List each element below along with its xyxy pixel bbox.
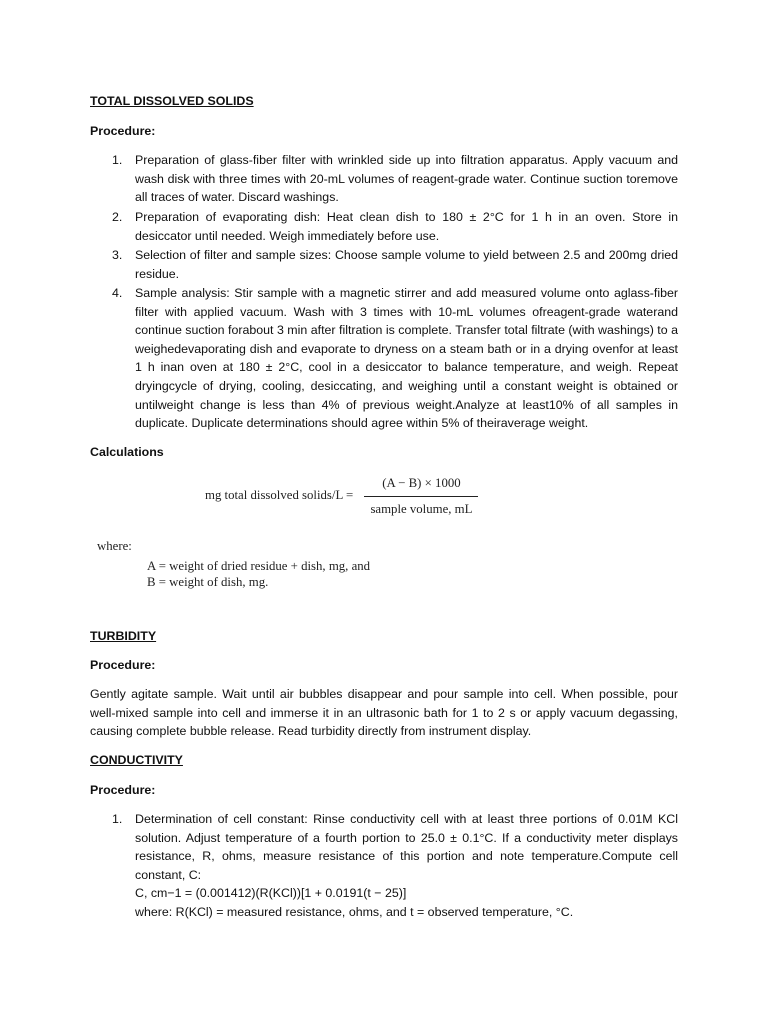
formula-fraction (364, 474, 478, 518)
formula-denominator: sample volume, mL (370, 501, 473, 516)
tds-procedure-label: Procedure: (90, 124, 156, 138)
list-item (90, 246, 678, 283)
tds-where (97, 537, 685, 590)
tds-heading: TOTAL DISSOLVED SOLIDS (90, 94, 254, 108)
conductivity-procedure-label: Procedure: (90, 783, 156, 797)
step-text: Determination of cell constant: Rinse conductivity cell with at least three portions of 0.01M KCl solution. Adjust temperature of a fourth portion to 25.0 ± 0.1°C. If a conductivity meter displays resistance, R, ohms, measure resistance of this portion and note temperature.Compute cell constant, C: (135, 812, 678, 882)
tds-step-list-2 (90, 208, 678, 245)
step-text: Preparation of evaporating dish: Heat clean dish to 180 ± 2°C for 1 h in an oven. Store in desiccator until needed. Weigh immediately before use. (135, 210, 678, 243)
step-text: Sample analysis: Stir sample with a magnetic stirrer and add measured volume onto aglass-fiber filter with applied vacuum. Wash with 3 times with 10-mL volumes ofreagent-grade waterand continue suction forabout 3 min after filtration is complete. Transfer total filtrate (with washings) to a weighedevaporating dish and evaporate to dryness on a steam bath or in a drying ovenfor at least 1 h inan oven at 180 ± 2°C, cool in a desiccator to balance temperature, and weigh. Repeat dryingcycle of drying, cooling, desiccating, and weighing until a constant weight is obtained or untilweight change is less than 4% of previous weight.Analyze at least10% of all samples in duplicate. Duplicate determinations should agree within 5% of theiraverage weight. (135, 286, 678, 431)
step-text: Selection of filter and sample sizes: Choose sample volume to yield between 2.5 and 200mg dried residue. (135, 248, 678, 281)
where-line-a: A = weight of dried residue + dish, mg, and (147, 558, 371, 573)
tds-step-list (90, 151, 678, 207)
cell-constant-formula: C, cm−1 = (0.001412)(R(KCl))[1 + 0.0191(t − 25)] (135, 886, 407, 901)
turbidity-heading: TURBIDITY (90, 629, 157, 643)
cell-constant-where: where: R(KCl) = measured resistance, ohms, and t = observed temperature, °C. (135, 904, 574, 919)
where-label: where: (97, 539, 132, 553)
conductivity-step-list (90, 810, 678, 922)
formula-lhs: mg total dissolved solids/L = (205, 488, 354, 503)
where-line-b: B = weight of dish, mg. (147, 574, 269, 589)
tds-step-list-3 (90, 246, 678, 283)
conductivity-heading: CONDUCTIVITY (90, 753, 183, 767)
list-number: 3. (112, 248, 123, 262)
list-number: 2. (112, 210, 123, 224)
list-number: 1. (112, 153, 123, 167)
list-number: 1. (112, 812, 123, 826)
list-number: 4. (112, 286, 123, 300)
turbidity-text: Gently agitate sample. Wait until air bubbles disappear and pour sample into cell. When possible, pour well-mixed sample into cell and immerse it in an ultrasonic bath for 1 to 2 s or apply vacuum degassing, causing complete bubble release. Read turbidity directly from instrument display. (90, 687, 678, 739)
calculations-label: Calculations (90, 445, 164, 459)
list-item (90, 284, 678, 433)
list-item (90, 208, 678, 245)
step-text: Preparation of glass-fiber filter with wrinkled side up into filtration apparatus. Apply vacuum and wash disk with three times with 20-mL volumes of reagent-grade water. Continue suction toremove all traces of water. Discard washings. (135, 153, 678, 205)
tds-formula (205, 474, 625, 518)
formula-numerator: (A − B) × 1000 (364, 474, 478, 497)
tds-step-list-4 (90, 284, 678, 433)
list-item (90, 810, 678, 922)
list-item (90, 151, 678, 207)
turbidity-procedure-label: Procedure: (90, 658, 156, 672)
